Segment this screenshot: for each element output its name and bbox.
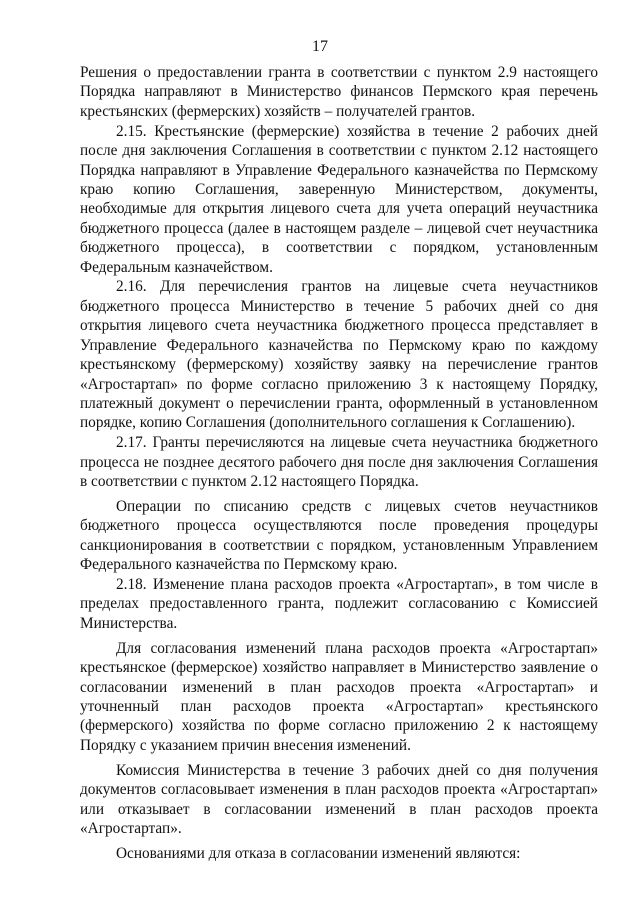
paragraph-approval-request: Для согласования изменений плана расходов проекта «Агростартап» крестьянское (фермерское) хозяйство направляет в Министерство заявление о согласовании изменений в план расходов проекта «Агростартап» и уточненный план расходов проекта «Агростартап» крестьянского (фермерского) хозяйства по форме согласно приложению 2 к настоящему Порядку с указанием причин внесения изменений.: [80, 639, 598, 754]
body-text: [80, 63, 598, 863]
paragraph-2-18: 2.18. Изменение плана расходов проекта «Агростартап», в том числе в пределах предоставленного гранта, подлежит согласованию с Комиссией Министерства.: [80, 576, 598, 632]
paragraph-2-17: 2.17. Гранты перечисляются на лицевые счета неучастника бюджетного процесса не позднее десятого рабочего дня после дня заключения Соглашения в соответствии с пунктом 2.12 настоящего Порядка.: [80, 434, 598, 491]
page-number: 17: [312, 38, 328, 55]
paragraph-commission: Комиссия Министерства в течение 3 рабочих дней со дня получения документов согласовывает изменения в план расходов проекта «Агростартап» или отказывает в согласовании изменений в план расходов проекта «Агростартап».: [80, 761, 598, 837]
paragraph-operations: Операции по списанию средств с лицевых счетов неучастников бюджетного процесса осуществляются после проведения процедуры санкционирования в соответствии с порядком, установленным Управлением Федерального казначейства по Пермскому краю.: [80, 497, 598, 574]
paragraph-refusal-grounds: Основаниями для отказа в согласовании изменений являются:: [116, 844, 521, 862]
paragraph-continuation: Решения о предоставлении гранта в соответствии с пунктом 2.9 настоящего Порядка направляют в Министерство финансов Пермского края перечень крестьянских (фермерских) хозяйств – получателей грантов.: [80, 64, 598, 120]
paragraph-2-16: 2.16. Для перечисления грантов на лицевые счета неучастников бюджетного процесса Министерство в течение 5 рабочих дней со дня открытия лицевого счета неучастника бюджетного процесса представляет в Управление Федерального казначейства по Пермскому краю по каждому крестьянскому (фермерскому) хозяйству заявку на перечисление грантов «Агростартап» по форме согласно приложению 3 к настоящему Порядку, платежный документ о перечислении гранта, оформленный в установленном порядке, копию Соглашения (дополнительного соглашения к Соглашению).: [80, 278, 598, 432]
paragraph-2-15: 2.15. Крестьянские (фермерские) хозяйства в течение 2 рабочих дней после дня заключения Соглашения в соответствии с пунктом 2.12 настоящего Порядка направляют в Управление Федерального казначейства по Пермскому краю копию Соглашения, заверенную Министерством, документы, необходимые для открытия лицевого счета для учета операций неучастника бюджетного процесса (далее в настоящем разделе – лицевой счет неучастника бюджетного процесса), в соответствии с порядком, установленным Федеральным казначейством.: [80, 122, 598, 276]
